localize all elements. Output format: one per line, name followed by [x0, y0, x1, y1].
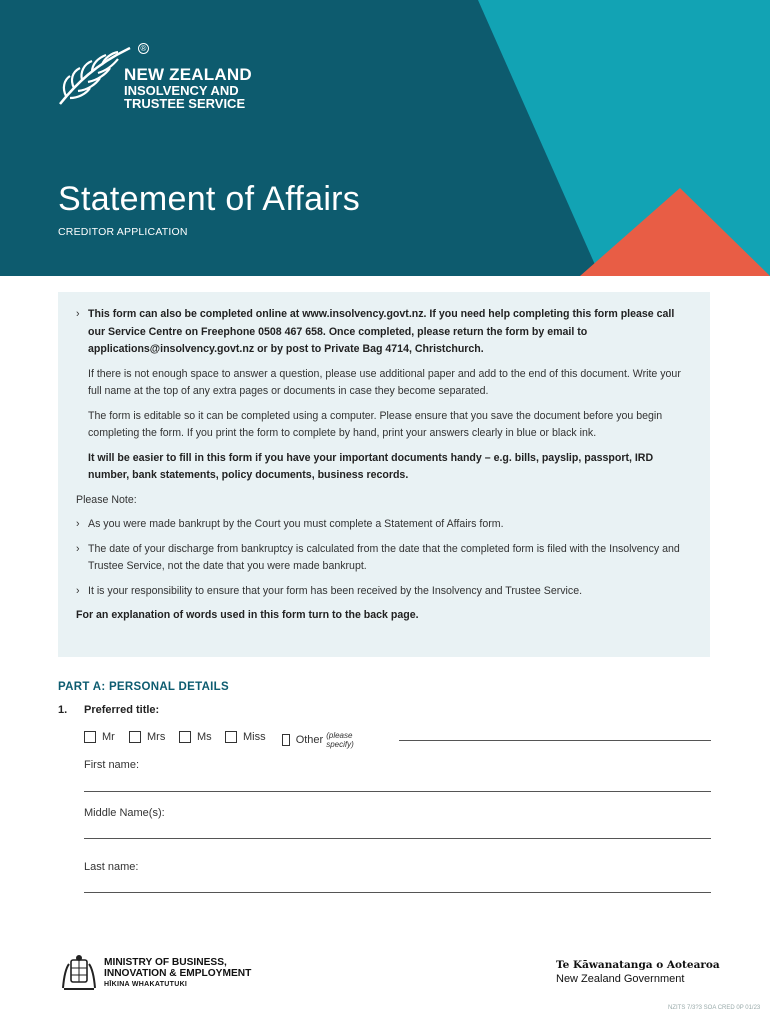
- chevron-right-icon: ›: [76, 308, 80, 320]
- information-panel: [58, 292, 710, 657]
- checkbox-other[interactable]: [282, 734, 290, 746]
- last-name-input[interactable]: [84, 892, 711, 893]
- note-item: [76, 541, 692, 576]
- other-title-input[interactable]: [399, 740, 711, 741]
- section-heading-part-a: PART A: PERSONAL DETAILS: [58, 681, 229, 693]
- middle-names-label: Middle Name(s):: [84, 807, 165, 819]
- title-option-ms: [179, 731, 212, 743]
- its-logo-text: [124, 66, 252, 111]
- note-text: It is your responsibility to ensure that your form has been received by the Insolvency and Trustee Service.: [88, 584, 583, 597]
- title-option-label: Ms: [197, 731, 212, 743]
- info-paragraph-2: The form is editable so it can be completed using a computer. Please ensure that you save the document before you begin completing the form. If you print the form to complete by hand, print your answers clearly in blue or black ink.: [88, 409, 663, 439]
- brand-line-1: NEW ZEALAND: [124, 65, 252, 84]
- title-option-label: Other: [295, 734, 324, 746]
- header-banner: [0, 0, 770, 276]
- mbie-line-3: HĪKINA WHAKATUTUKI: [104, 981, 188, 988]
- checkbox-miss[interactable]: [225, 731, 237, 743]
- title-option-miss: [225, 731, 266, 743]
- govt-english-name: New Zealand Government: [556, 973, 685, 985]
- nz-government-logo: [556, 959, 720, 985]
- other-specify-hint: (please specify): [326, 731, 354, 749]
- mbie-line-2: INNOVATION & EMPLOYMENT: [104, 968, 252, 979]
- page-title: Statement of Affairs: [58, 180, 361, 218]
- question-number: 1.: [58, 704, 68, 716]
- title-option-label: Miss: [243, 731, 266, 743]
- title-option-label: Mr: [102, 731, 115, 743]
- note-text: As you were made bankrupt by the Court you must complete a Statement of Affairs form.: [88, 518, 504, 530]
- title-option-mrs: [129, 731, 165, 743]
- note-item: [76, 583, 692, 601]
- please-note-label: Please Note:: [76, 493, 137, 506]
- last-name-label: Last name:: [84, 861, 139, 873]
- checkbox-mrs[interactable]: [129, 731, 141, 743]
- chevron-right-icon: ›: [76, 584, 80, 597]
- silver-fern-icon: [56, 44, 132, 108]
- explanation-text: For an explanation of words used in this form turn to the back page.: [76, 609, 419, 621]
- intro-bullet: [76, 306, 692, 359]
- info-paragraph-3: [76, 450, 692, 485]
- brand-line-2: INSOLVENCY AND: [124, 82, 239, 98]
- info-paragraph-1: If there is not enough space to answer a question, please use additional paper and add to the end of this document. Write your full name at the top of any extra pages or documents in case they become separated.: [88, 367, 681, 397]
- first-name-label: First name:: [84, 759, 140, 771]
- chevron-right-icon: ›: [76, 542, 80, 555]
- note-item: [76, 516, 692, 534]
- intro-text: This form can also be completed online at www.insolvency.govt.nz. If you need help completing this form please call our Service Centre on Freephone 0508 467 658. Once completed, please return the form by email to applications@insolvency.govt.nz or by post to Private Bag 4714, Christchurch.: [88, 308, 675, 355]
- page-subtitle: CREDITOR APPLICATION: [58, 226, 188, 238]
- explanation-note: [76, 607, 692, 625]
- form-code: NZITS 7/3?3 SOA CRED 0P 01/23: [668, 1005, 761, 1011]
- brand-line-3: TRUSTEE SERVICE: [124, 96, 246, 112]
- checkbox-mr[interactable]: [84, 731, 96, 743]
- preferred-title-label: Preferred title:: [84, 704, 160, 716]
- trademark-mark: ®: [138, 43, 149, 54]
- checkbox-ms[interactable]: [179, 731, 191, 743]
- title-option-label: Mrs: [147, 731, 166, 743]
- first-name-input[interactable]: [84, 791, 711, 792]
- note-text: The date of your discharge from bankruptcy is calculated from the date that the completed form is filed with the Insolvency and Trustee Service, not the date that you were made bankrupt.: [88, 542, 680, 572]
- mbie-line-1: MINISTRY OF BUSINESS,: [104, 957, 227, 968]
- middle-names-input[interactable]: [84, 838, 711, 839]
- title-option-mr: [84, 731, 115, 743]
- info-paragraph-3-text: It will be easier to fill in this form if you have your important documents handy – e.g. bills, payslip, passport, IRD number, bank statements, policy documents, business records.: [88, 451, 654, 481]
- mbie-logo-text: [104, 957, 251, 990]
- title-option-other: [282, 731, 358, 749]
- govt-maori-name: Te Kāwanatanga o Aotearoa: [556, 959, 720, 971]
- chevron-right-icon: ›: [76, 518, 80, 530]
- coat-of-arms-icon: [60, 954, 98, 992]
